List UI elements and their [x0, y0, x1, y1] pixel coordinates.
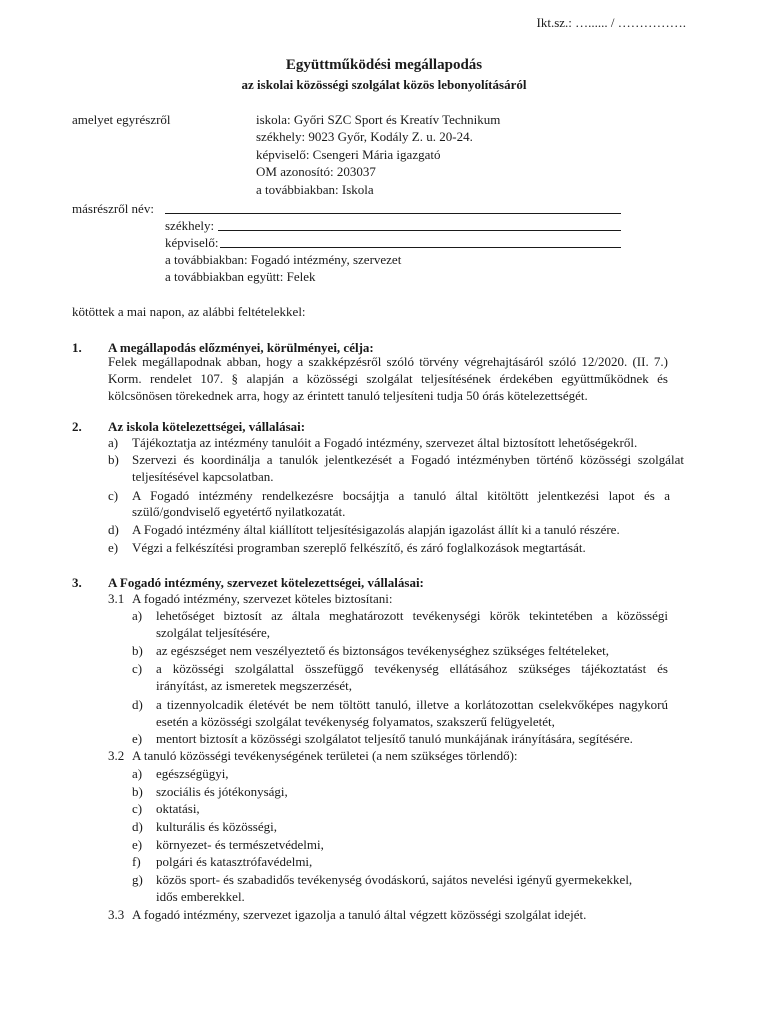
intro-text: kötöttek a mai napon, az alábbi feltételekkel: — [72, 304, 306, 319]
party1-hereinafter: a továbbiakban: Iskola — [256, 182, 374, 197]
party2-seat-label: székhely: — [165, 218, 215, 233]
section1-text-line2: Korm. rendelet 107. § alapján a közösségi szolgálat teljesítésének érdekében együttműködnek és — [108, 371, 668, 386]
s3-2-item-a: egészségügyi, — [156, 766, 229, 781]
s3-1-item-d-letter: d) — [132, 697, 143, 712]
party1-label: amelyet egyrészről — [72, 112, 171, 127]
s3-2-item-c-letter: c) — [132, 801, 143, 816]
section3-number: 3. — [72, 575, 82, 590]
party1-representative: képviselő: Csengeri Mária igazgató — [256, 147, 441, 162]
s3-2-item-f: polgári és katasztrófavédelmi, — [156, 854, 313, 869]
s2-item-e-letter: e) — [108, 540, 119, 555]
s3-1-item-c-line1: a közösségi szolgálattal összefüggő tevékenység ellátásához szükséges tájékoztatást és — [156, 661, 668, 676]
s2-item-b-line1: Szervezi és koordinálja a tanulók jelentkezését a Fogadó intézményben történő közösségi szolgálat — [132, 452, 684, 467]
s3-2-number: 3.2 — [108, 748, 125, 763]
s3-2-item-g-letter: g) — [132, 872, 143, 887]
s2-item-c-line1: A Fogadó intézmény rendelkezésre bocsájtja a tanuló által kitöltött jelentkezési lapot és a — [132, 488, 670, 503]
s3-2-item-d: kulturális és közösségi, — [156, 819, 277, 834]
s3-2-item-d-letter: d) — [132, 819, 143, 834]
document-subtitle: az iskolai közösségi szolgálat közös lebonyolításáról — [241, 77, 527, 92]
section3-heading: A Fogadó intézmény, szervezet kötelezettségei, vállalásai: — [108, 575, 424, 590]
s3-1-item-d-line1: a tizennyolcadik életévét be nem töltött tanuló, illetve a korlátozottan cselekvőképes nagykorú — [156, 697, 668, 712]
s3-1-item-e-letter: e) — [132, 731, 143, 746]
party1-om-id: OM azonosító: 203037 — [256, 164, 376, 179]
s3-1-item-c-letter: c) — [132, 661, 143, 676]
s3-1-item-e: mentort biztosít a közösségi szolgálatot teljesítő tanuló munkájának irányítására, segítésére. — [156, 731, 633, 746]
document-title: Együttműködési megállapodás — [285, 57, 483, 73]
s3-2-item-b: szociális és jótékonysági, — [156, 784, 288, 799]
party2-rep-line — [220, 247, 621, 248]
registration-number: Ikt.sz.: …...... / ……………. — [536, 15, 686, 30]
s3-1-item-c-line2: irányítást, az ismeretek megszerzését, — [156, 678, 352, 693]
s3-2-item-b-letter: b) — [132, 784, 143, 799]
s2-item-c-letter: c) — [108, 488, 119, 503]
s3-1-item-d-line2: esetén a közösségi szolgálat tevékenység folyamatos, szakszerű felügyeletét, — [156, 714, 555, 729]
party2-hereinafter: a továbbiakban: Fogadó intézmény, szervezet — [165, 252, 402, 267]
s3-2-item-e-letter: e) — [132, 837, 143, 852]
s3-2-item-g-line2: idős emberekkel. — [156, 889, 245, 904]
party2-rep-label: képviselő: — [165, 235, 219, 250]
s3-2-item-a-letter: a) — [132, 766, 143, 781]
s2-item-d: A Fogadó intézmény által kiállított teljesítésigazolás alapján igazolást állít ki a tanuló részére. — [132, 522, 620, 537]
s2-item-a-letter: a) — [108, 435, 119, 450]
s3-1-item-a-line1: lehetőséget biztosít az általa meghatározott tevékenységi körök tekintetében a közösségi — [156, 608, 668, 623]
party2-name-label: másrészről név: — [72, 201, 154, 216]
s2-item-d-letter: d) — [108, 522, 119, 537]
s2-item-b-line2: teljesítésével kapcsolatban. — [132, 469, 274, 484]
s3-1-item-b-letter: b) — [132, 643, 143, 658]
party2-name-line — [165, 213, 621, 214]
s2-item-e: Végzi a felkészítési programban szereplő felkészítő, és záró foglalkozások megtartását. — [132, 540, 586, 555]
section1-number: 1. — [72, 340, 82, 355]
section2-heading: Az iskola kötelezettségei, vállalásai: — [108, 419, 306, 434]
section2-number: 2. — [72, 419, 82, 434]
section1-text-line3: kölcsönösen törekednek arra, hogy az érintett tanuló teljesíteni tudja 50 órás kötelezettségét. — [108, 388, 588, 403]
parties-together: a továbbiakban együtt: Felek — [165, 269, 316, 284]
s3-1-item-b: az egészséget nem veszélyeztető és biztonságos tevékenységhez szükséges feltételeket, — [156, 643, 609, 658]
s3-1-number: 3.1 — [108, 591, 125, 606]
party2-seat-line — [218, 230, 621, 231]
s3-2-item-e: környezet- és természetvédelmi, — [156, 837, 324, 852]
s3-2-text: A tanuló közösségi tevékenységének területei (a nem szükséges törlendő): — [132, 748, 518, 763]
s3-2-item-f-letter: f) — [132, 854, 141, 869]
party1-school: iskola: Győri SZC Sport és Kreatív Technikum — [256, 112, 501, 127]
section1-heading: A megállapodás előzményei, körülményei, célja: — [108, 340, 374, 355]
section1-text-line1: Felek megállapodnak abban, hogy a szakképzésről szóló törvény végrehajtásáról szóló 12/2020. (II. 7.) — [108, 354, 668, 369]
s2-item-a: Tájékoztatja az intézmény tanulóit a Fogadó intézmény, szervezet által biztosított lehetőségekről. — [132, 435, 638, 450]
s3-1-text: A fogadó intézmény, szervezet köteles biztosítani: — [132, 591, 393, 606]
s2-item-b-letter: b) — [108, 452, 119, 467]
party1-seat: székhely: 9023 Győr, Kodály Z. u. 20-24. — [256, 129, 473, 144]
s3-2-item-c: oktatási, — [156, 801, 200, 816]
s3-1-item-a-line2: szolgálat teljesítésére, — [156, 625, 271, 640]
s3-3-text: A fogadó intézmény, szervezet igazolja a tanuló által végzett közösségi szolgálat idejét. — [132, 907, 587, 922]
s3-1-item-a-letter: a) — [132, 608, 143, 623]
s2-item-c-line2: szülő/gondviselő egyetértő nyilatkozatát. — [132, 504, 346, 519]
s3-2-item-g-line1: közös sport- és szabadidős tevékenység óvodáskorú, sajátos nevelési igényű gyermekekkel, — [156, 872, 633, 887]
s3-3-number: 3.3 — [108, 907, 125, 922]
